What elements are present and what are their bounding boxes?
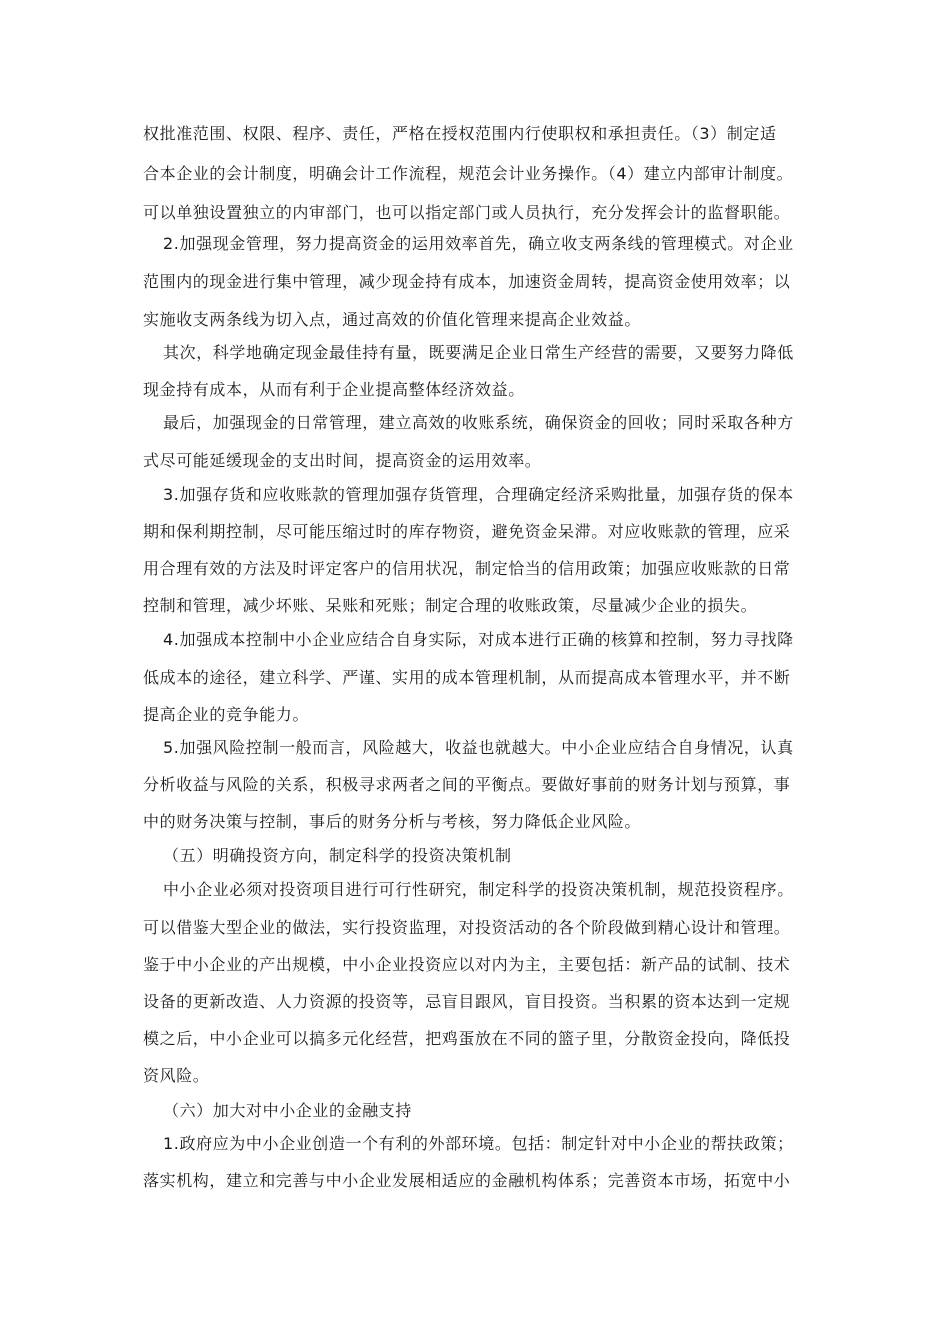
section-title-6: （六）加大对中小企业的金融支持 <box>163 1101 413 1120</box>
paragraph-start: 其次，科学地确定现金最佳持有量，既要满足企业日常生产经营的需要，又要努力降低 <box>163 343 794 362</box>
text-line: 控制和管理，减少坏账、呆账和死账；制定合理的收账政策，尽量减少企业的损失。 <box>143 596 758 615</box>
text-line: 权批准范围、权限、程序、责任，严格在授权范围内行使职权和承担责任。（3）制定适 <box>143 124 777 143</box>
text-line: 设备的更新改造、人力资源的投资等，忌盲目跟风，盲目投资。当积累的资本达到一定规 <box>143 992 791 1011</box>
text-line: 提高企业的竞争能力。 <box>143 705 310 724</box>
text-line: 鉴于中小企业的产出规模，中小企业投资应以对内为主，主要包括：新产品的试制、技术 <box>143 955 791 974</box>
text-line: 期和保利期控制，尽可能压缩过时的库存物资，避免资金呆滞。对应收账款的管理，应采 <box>143 522 791 541</box>
text-line: 可以单独设置独立的内审部门，也可以指定部门或人员执行，充分发挥会计的监督职能。 <box>143 203 791 222</box>
text-line: 实施收支两条线为切入点，通过高效的价值化管理来提高企业效益。 <box>143 310 642 329</box>
text-line: 范围内的现金进行集中管理，减少现金持有成本，加速资金周转，提高资金使用效率；以 <box>143 272 791 291</box>
paragraph-start: 最后，加强现金的日常管理，建立高效的收账系统，确保资金的回收；同时采取各种方 <box>163 413 794 432</box>
text-line: 可以借鉴大型企业的做法，实行投资监理，对投资活动的各个阶段做到精心设计和管理。 <box>143 918 791 937</box>
section-heading-2: 2.加强现金管理，努力提高资金的运用效率首先，确立收支两条线的管理模式。对企业 <box>163 234 794 253</box>
section-heading-1: 1.政府应为中小企业创造一个有利的外部环境。包括：制定针对中小企业的帮扶政策； <box>163 1134 794 1153</box>
text-line: 分析收益与风险的关系，积极寻求两者之间的平衡点。要做好事前的财务计划与预算，事 <box>143 775 791 794</box>
section-heading-5: 5.加强风险控制一般而言，风险越大，收益也就越大。中小企业应结合自身情况，认真 <box>163 738 794 757</box>
text-line: 模之后，中小企业可以搞多元化经营，把鸡蛋放在不同的篮子里，分散资金投向，降低投 <box>143 1029 791 1048</box>
text-line: 资风险。 <box>143 1066 210 1085</box>
text-line: 现金持有成本，从而有利于企业提高整体经济效益。 <box>143 380 525 399</box>
paragraph-start: 中小企业必须对投资项目进行可行性研究，制定科学的投资决策机制，规范投资程序。 <box>163 880 794 899</box>
text-line: 式尽可能延缓现金的支出时间，提高资金的运用效率。 <box>143 451 542 470</box>
text-line: 落实机构，建立和完善与中小企业发展相适应的金融机构体系；完善资本市场，拓宽中小 <box>143 1171 791 1190</box>
section-heading-4: 4.加强成本控制中小企业应结合自身实际，对成本进行正确的核算和控制，努力寻找降 <box>163 630 794 649</box>
section-heading-3: 3.加强存货和应收账款的管理加强存货管理，合理确定经济采购批量，加强存货的保本 <box>163 485 794 504</box>
text-line: 中的财务决策与控制，事后的财务分析与考核，努力降低企业风险。 <box>143 812 642 831</box>
section-title-5: （五）明确投资方向，制定科学的投资决策机制 <box>163 846 512 865</box>
text-line: 合本企业的会计制度，明确会计工作流程，规范会计业务操作。（4）建立内部审计制度。 <box>143 164 794 183</box>
text-line: 用合理有效的方法及时评定客户的信用状况，制定恰当的信用政策；加强应收账款的日常 <box>143 559 791 578</box>
text-line: 低成本的途径，建立科学、严谨、实用的成本管理机制，从而提高成本管理水平，并不断 <box>143 668 791 687</box>
